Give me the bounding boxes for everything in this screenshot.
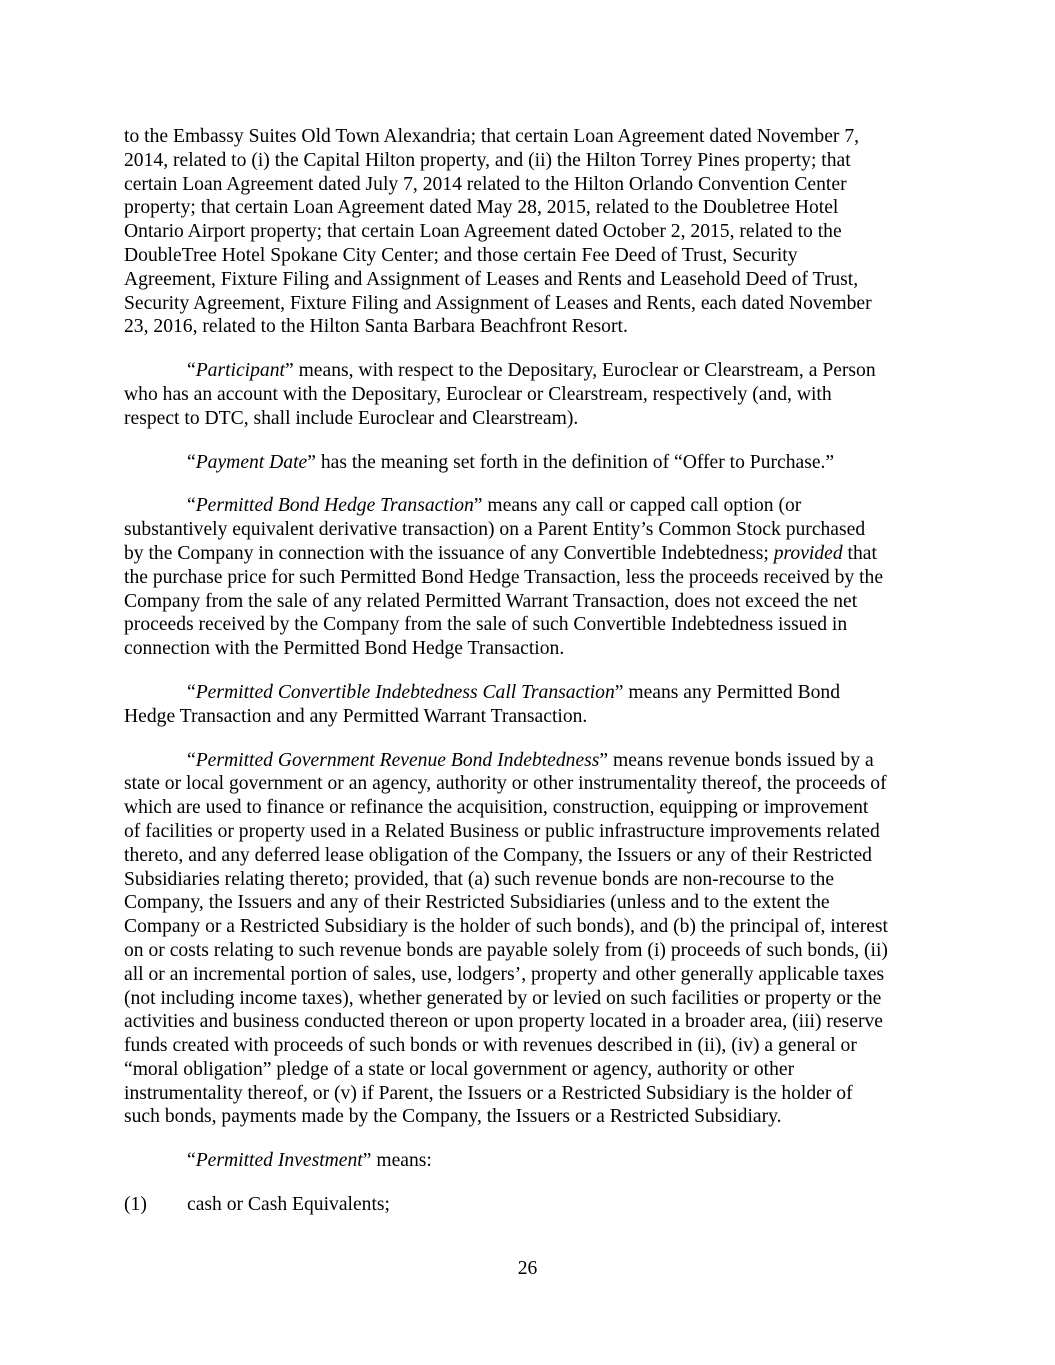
definition-permitted-convertible-call-transaction (124, 681, 939, 729)
text-line: Agreement, Fixture Filing and Assignment of Leases and Rents and Leasehold Deed of Trust, (124, 268, 859, 290)
definition-text: ” means any Permitted Bond (614, 681, 841, 703)
document-body (124, 125, 939, 1217)
text-line: Subsidiaries relating thereto; provided, that (a) such revenue bonds are non-recourse to the (124, 868, 835, 890)
definition-first-line (124, 494, 939, 518)
definition-permitted-government-revenue-bond (124, 749, 939, 1130)
text-line: of facilities or property used in a Related Business or public infrastructure improvements related (124, 820, 880, 842)
text-segment: by the Company in connection with the issuance of any Convertible Indebtedness; (124, 542, 774, 564)
text-line: 2014, related to (i) the Capital Hilton property, and (ii) the Hilton Torrey Pines property; that (124, 149, 851, 171)
definition-first-line (124, 1149, 939, 1173)
text-line: who has an account with the Depositary, Euroclear or Clearstream, respectively (and, with (124, 383, 832, 405)
defined-term: Permitted Convertible Indebtedness Call Transaction (195, 681, 615, 703)
text-line: thereto, and any deferred lease obligation of the Company, the Issuers or any of their Restricted (124, 844, 872, 866)
text-line: Company or a Restricted Subsidiary is the holder of such bonds), and (b) the principal of, interest (124, 916, 888, 938)
text-line: property; that certain Loan Agreement dated May 28, 2015, related to the Doubletree Hotel (124, 197, 839, 219)
definition-permitted-investment (124, 1149, 939, 1173)
text-line: Company from the sale of any related Permitted Warrant Transaction, does not exceed the net (124, 590, 858, 612)
text-line: Security Agreement, Fixture Filing and Assignment of Leases and Rents, each dated November (124, 292, 872, 314)
open-quote: “ (187, 451, 196, 473)
defined-term: Permitted Investment (195, 1150, 363, 1172)
text-line: (not including income taxes), whether generated by or levied on such facilities or property or the (124, 987, 882, 1009)
definition-first-line (124, 451, 939, 475)
emphasis-provided: provided (773, 542, 843, 564)
defined-term: Permitted Bond Hedge Transaction (195, 495, 474, 517)
definition-first-line (124, 359, 939, 383)
open-quote: “ (187, 1150, 196, 1172)
text-line: such bonds, payments made by the Company, the Issuers or a Restricted Subsidiary. (124, 1106, 782, 1128)
definition-participant (124, 359, 939, 430)
text-line: proceeds received by the Company from the sale of such Convertible Indebtedness issued in (124, 614, 848, 636)
text-line: state or local government or an agency, authority or other instrumentality thereof, the proceeds of (124, 773, 887, 795)
text-line: instrumentality thereof, or (v) if Parent, the Issuers or a Restricted Subsidiary is the holder of (124, 1082, 853, 1104)
definition-payment-date (124, 451, 939, 475)
text-line: certain Loan Agreement dated July 7, 2014 related to the Hilton Orlando Convention Center (124, 173, 847, 195)
open-quote: “ (187, 360, 196, 382)
text-line: to the Embassy Suites Old Town Alexandria; that certain Loan Agreement dated November 7, (124, 126, 860, 147)
text-line: on or costs relating to such revenue bonds are payable solely from (i) proceeds of such bonds, (ii) (124, 939, 888, 961)
text-line: 23, 2016, related to the Hilton Santa Barbara Beachfront Resort. (124, 316, 628, 338)
text-line: Company, the Issuers and any of their Restricted Subsidiaries (unless and to the extent the (124, 892, 830, 914)
open-quote: “ (187, 495, 196, 517)
definition-text: ” means: (362, 1150, 432, 1172)
list-item (0, 1193, 939, 1217)
text-line: the purchase price for such Permitted Bond Hedge Transaction, less the proceeds received by the (124, 566, 884, 588)
definition-text: ” means any call or capped call option (or (473, 495, 802, 517)
text-line: Ontario Airport property; that certain Loan Agreement dated October 2, 2015, related to the (124, 221, 842, 243)
paragraph-loan-agreements (124, 125, 939, 339)
text-line: funds created with proceeds of such bonds or with revenues described in (ii), (iv) a general or (124, 1035, 857, 1057)
text-line: connection with the Permitted Bond Hedge Transaction. (124, 638, 565, 660)
list-item-text: cash or Cash Equivalents; (187, 1194, 390, 1216)
defined-term: Payment Date (195, 451, 308, 473)
definition-text: ” means, with respect to the Depositary, Euroclear or Clearstream, a Person (284, 360, 876, 382)
text-segment: that (842, 542, 877, 564)
open-quote: “ (187, 749, 196, 771)
open-quote: “ (187, 681, 196, 703)
text-line: substantively equivalent derivative transaction) on a Parent Entity’s Common Stock purchased (124, 519, 866, 541)
page-number: 26 (517, 1258, 538, 1279)
text-line: respect to DTC, shall include Euroclear and Clearstream). (124, 407, 579, 429)
text-line: “moral obligation” pledge of a state or local government or agency, authority or other (124, 1058, 795, 1080)
definition-first-line (124, 749, 939, 773)
definition-text: ” has the meaning set forth in the definition of “Offer to Purchase.” (307, 451, 835, 473)
text-line: activities and business conducted thereon or upon property located in a broader area, (iii) reserve (124, 1011, 883, 1033)
definition-permitted-bond-hedge-transaction (124, 494, 939, 661)
text-line: which are used to finance or refinance the acquisition, construction, equipping or improvement (124, 797, 869, 819)
definition-first-line (124, 681, 939, 705)
defined-term: Participant (195, 360, 285, 382)
list-item-number: (1) (124, 1194, 147, 1216)
definition-text: ” means revenue bonds issued by a (599, 749, 874, 771)
defined-term: Permitted Government Revenue Bond Indebtedness (195, 749, 600, 771)
text-line: all or an incremental portion of sales, use, lodgers’, property and other generally applicable taxes (124, 963, 885, 985)
text-line: DoubleTree Hotel Spokane City Center; and those certain Fee Deed of Trust, Security (124, 244, 798, 266)
text-line-provided (124, 542, 939, 566)
text-line: Hedge Transaction and any Permitted Warrant Transaction. (124, 705, 588, 727)
